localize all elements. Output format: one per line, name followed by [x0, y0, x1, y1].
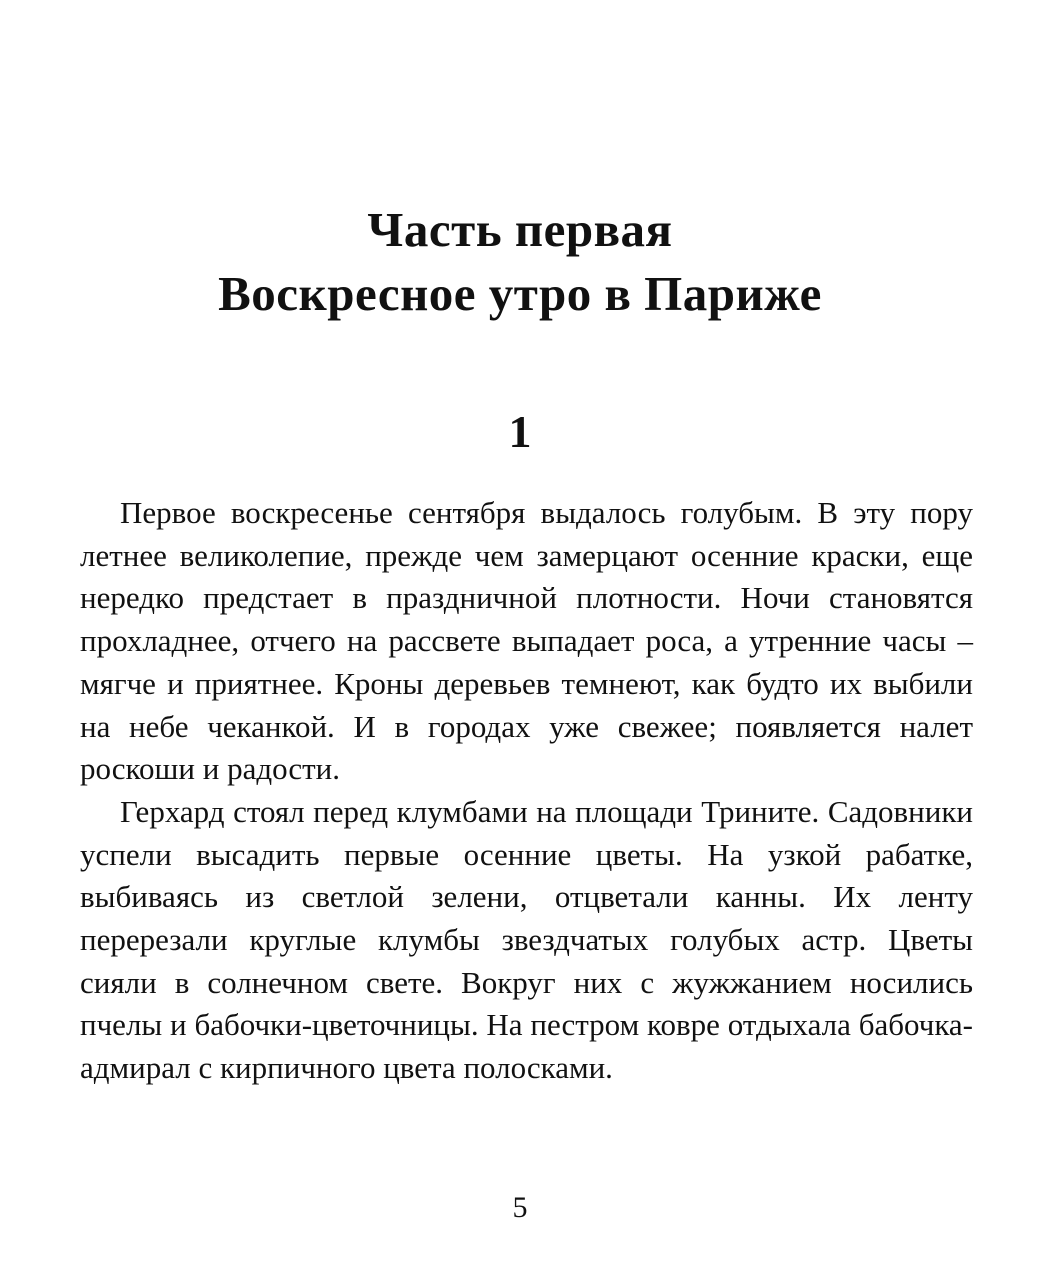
part-title: Часть первая: [367, 202, 673, 257]
chapter-body: [80, 492, 973, 1090]
paragraph: Герхард стоял перед клумбами на площади Трините. Садовники успели высадить первые осенние цветы. На узкой рабатке, выбиваясь из светлой зелени, отцветали канны. Их ленту перерезали круглые клумбы звездчатых голубых астр. Цветы сияли в солнечном свете. Вокруг них с жужжанием носились пчелы и бабочки-цветочницы. На пестром ковре отдыхала бабочка-адмирал с кирпичного цвета полосками.: [80, 793, 973, 1086]
part-subtitle: Воскресное утро в Париже: [218, 266, 822, 321]
chapter-number: 1: [508, 406, 532, 457]
part-heading: [0, 198, 1040, 326]
page-number: 5: [512, 1191, 528, 1224]
paragraph: Первое воскресенье сентября выдалось голубым. В эту пору летнее великолепие, прежде чем замерцают осенние краски, еще нередко предстает в праздничной плотности. Ночи становятся прохладнее, отчего на рассвете выпадает роса, а утренние часы – мягче и приятнее. Кроны деревьев темнеют, как будто их выбили на небе чеканкой. И в городах уже свежее; появляется налет роскоши и радости.: [80, 495, 973, 787]
